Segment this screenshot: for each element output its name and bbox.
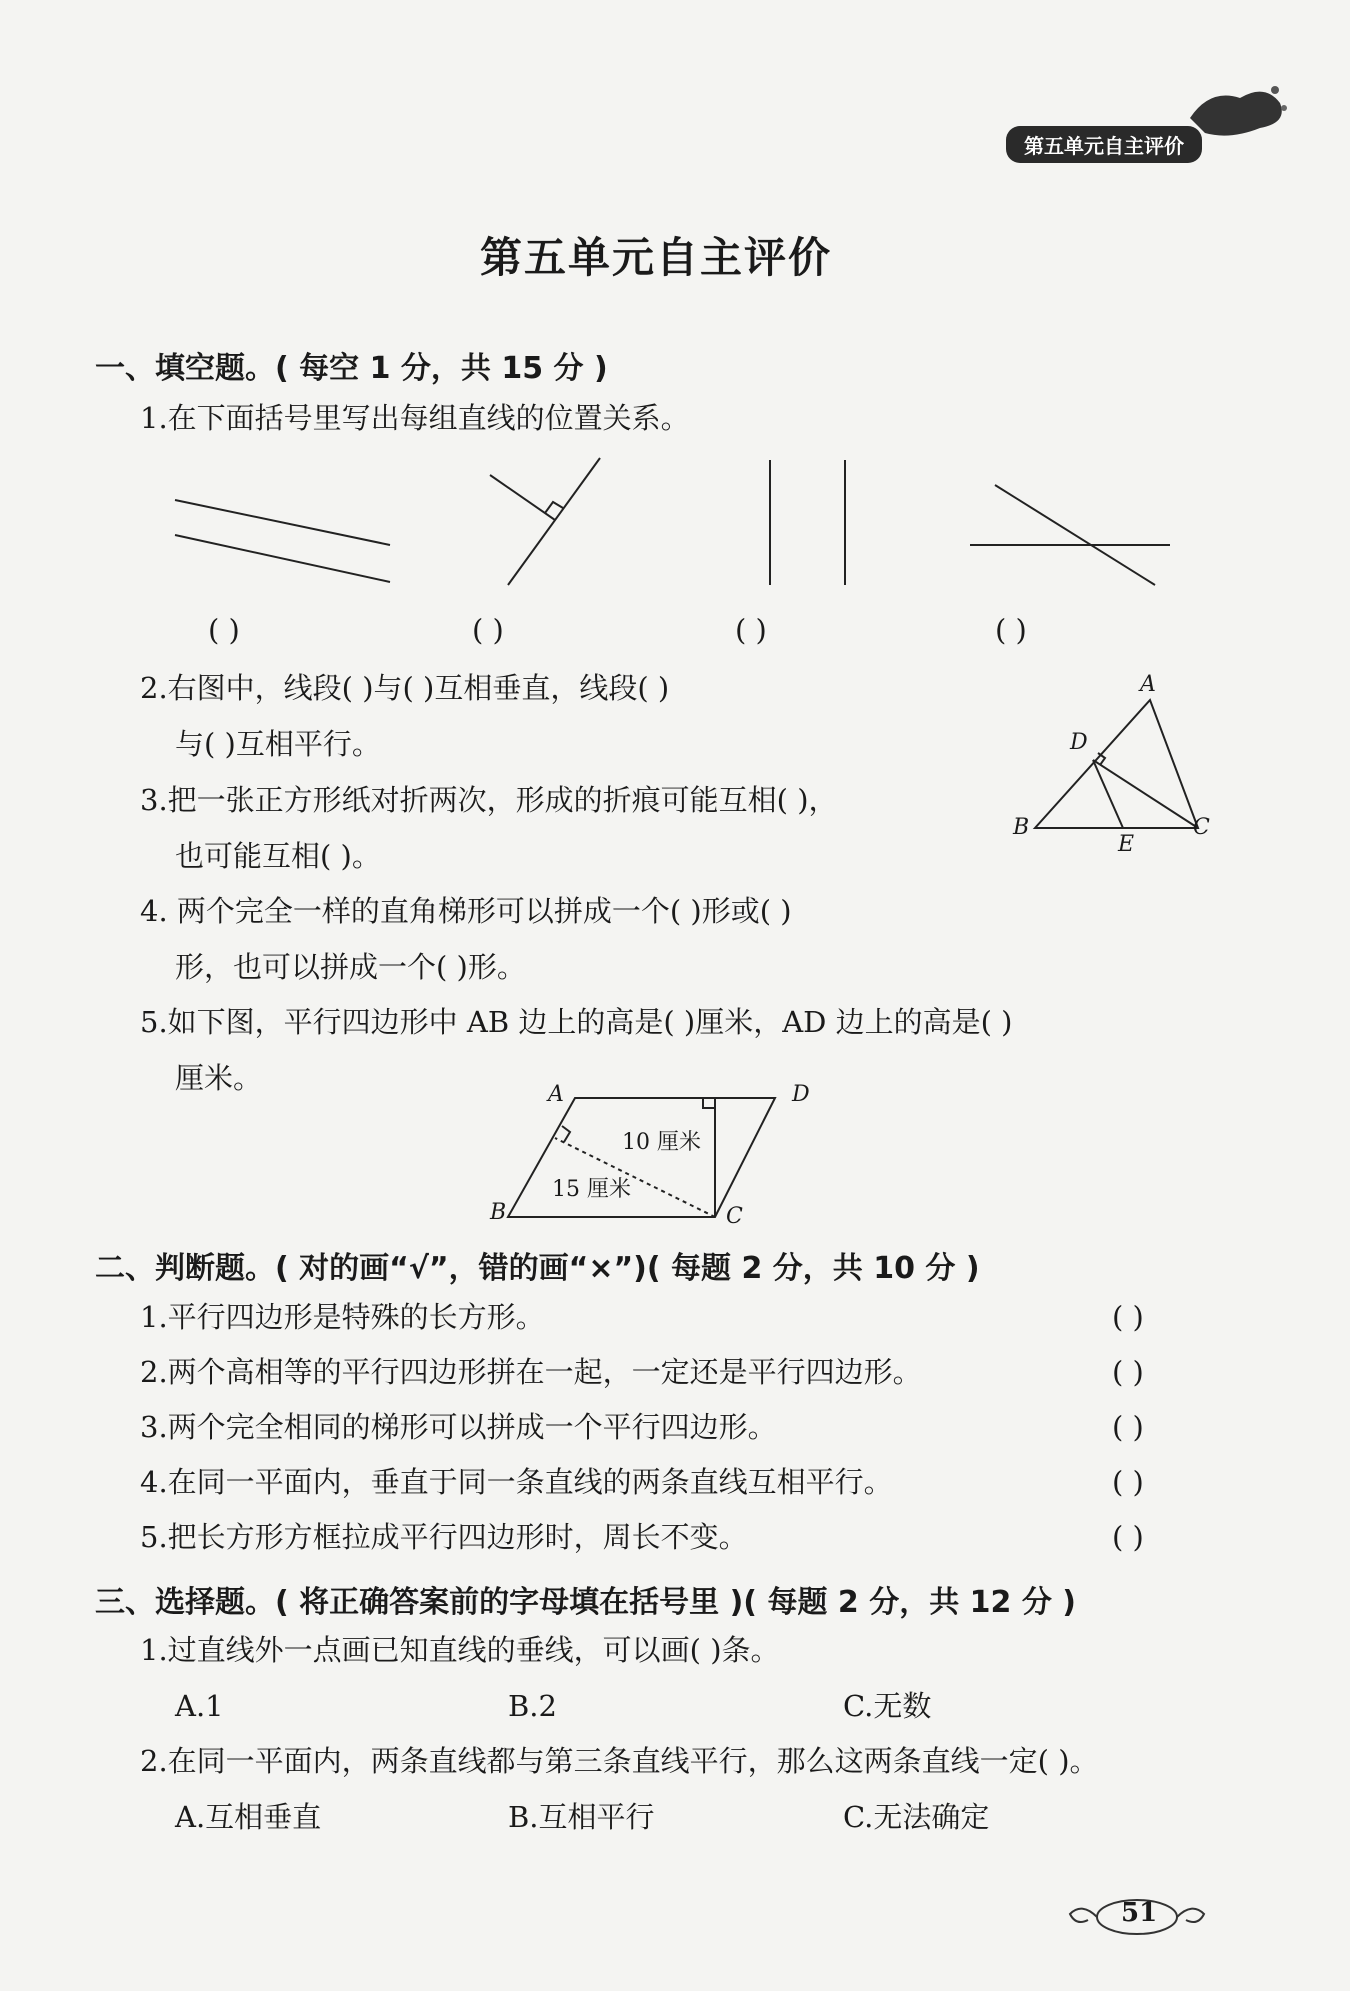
- question-1-3-line2: 也可能互相( )。: [175, 839, 381, 873]
- tri-label-c: C: [1193, 815, 1210, 840]
- parallelogram-figure: [490, 1090, 820, 1230]
- choice-1-option-a: A.1: [175, 1689, 224, 1723]
- tri-label-b: B: [1013, 815, 1030, 840]
- perp-line-b: [508, 458, 600, 585]
- blank-1[interactable]: ( ): [208, 613, 240, 647]
- height-label-10: 10 厘米: [622, 1130, 701, 1155]
- para-label-c: C: [726, 1204, 743, 1229]
- judge-blank-2[interactable]: ( ): [1112, 1355, 1144, 1389]
- para-label-b: B: [490, 1200, 507, 1225]
- judge-blank-5[interactable]: ( ): [1112, 1520, 1144, 1554]
- judge-blank-3[interactable]: ( ): [1112, 1410, 1144, 1444]
- question-1-4-line2: 形，也可以拼成一个( )形。: [175, 950, 526, 984]
- choice-2-option-a: A.互相垂直: [175, 1800, 322, 1834]
- tri-label-e: E: [1118, 832, 1135, 857]
- page-number: 51: [1121, 1898, 1158, 1928]
- tri-label-a: A: [1140, 672, 1156, 697]
- question-1-2-line2: 与( )互相平行。: [175, 727, 381, 761]
- judge-item-1: 1.平行四边形是特殊的长方形。: [140, 1300, 545, 1334]
- judge-blank-1[interactable]: ( ): [1112, 1300, 1144, 1334]
- question-1-3-line1: 3.把一张正方形纸对折两次，形成的折痕可能互相( )，: [140, 783, 838, 817]
- judge-item-2: 2.两个高相等的平行四边形拼在一起，一定还是平行四边形。: [140, 1355, 922, 1389]
- section2-heading: 二、判断题。( 对的画“√”，错的画“×”)( 每题 2 分，共 10 分 ): [95, 1251, 980, 1286]
- section3-heading: 三、选择题。( 将正确答案前的字母填在括号里 )( 每题 2 分，共 12 分 ): [95, 1585, 1077, 1620]
- choice-2-option-c: C.无法确定: [843, 1800, 990, 1834]
- choice-1-option-b: B.2: [508, 1689, 557, 1723]
- judge-blank-4[interactable]: ( ): [1112, 1465, 1144, 1499]
- line-relations-figures: [165, 450, 1195, 600]
- question-1-5-line2: 厘米。: [175, 1061, 263, 1095]
- page-title: 第五单元自主评价: [480, 233, 833, 282]
- question-1-5-line1: 5.如下图，平行四边形中 AB 边上的高是( )厘米，AD 边上的高是( ): [140, 1005, 1013, 1039]
- height-label-15: 15 厘米: [552, 1177, 631, 1202]
- choice-question-1: 1.过直线外一点画已知直线的垂线，可以画( )条。: [140, 1633, 780, 1667]
- judge-item-3: 3.两个完全相同的梯形可以拼成一个平行四边形。: [140, 1410, 777, 1444]
- choice-question-2: 2.在同一平面内，两条直线都与第三条直线平行，那么这两条直线一定( )。: [140, 1744, 1099, 1778]
- judge-item-4: 4.在同一平面内，垂直于同一条直线的两条直线互相平行。: [140, 1465, 893, 1499]
- question-1-1: 1.在下面括号里写出每组直线的位置关系。: [140, 401, 690, 435]
- para-label-a: A: [548, 1082, 564, 1107]
- para-label-d: D: [792, 1082, 810, 1107]
- question-1-4-line1: 4. 两个完全一样的直角梯形可以拼成一个( )形或( ): [140, 894, 792, 928]
- judge-item-5: 5.把长方形方框拉成平行四边形时，周长不变。: [140, 1520, 748, 1554]
- tri-label-d: D: [1070, 730, 1088, 755]
- blank-4[interactable]: ( ): [995, 613, 1027, 647]
- parallel-line-b: [175, 535, 390, 582]
- unit-badge: 第五单元自主评价: [1006, 126, 1202, 163]
- blank-3[interactable]: ( ): [735, 613, 767, 647]
- intersect-line-a: [995, 485, 1155, 585]
- choice-2-option-b: B.互相平行: [508, 1800, 655, 1834]
- section1-heading: 一、填空题。( 每空 1 分，共 15 分 ): [95, 351, 608, 386]
- triangle-figure: [1000, 680, 1220, 850]
- parallel-line-a: [175, 500, 390, 545]
- choice-1-option-c: C.无数: [843, 1689, 932, 1723]
- question-1-2-line1: 2.右图中，线段( )与( )互相垂直，线段( ): [140, 671, 670, 705]
- perp-line-a: [490, 475, 555, 520]
- blank-2[interactable]: ( ): [472, 613, 504, 647]
